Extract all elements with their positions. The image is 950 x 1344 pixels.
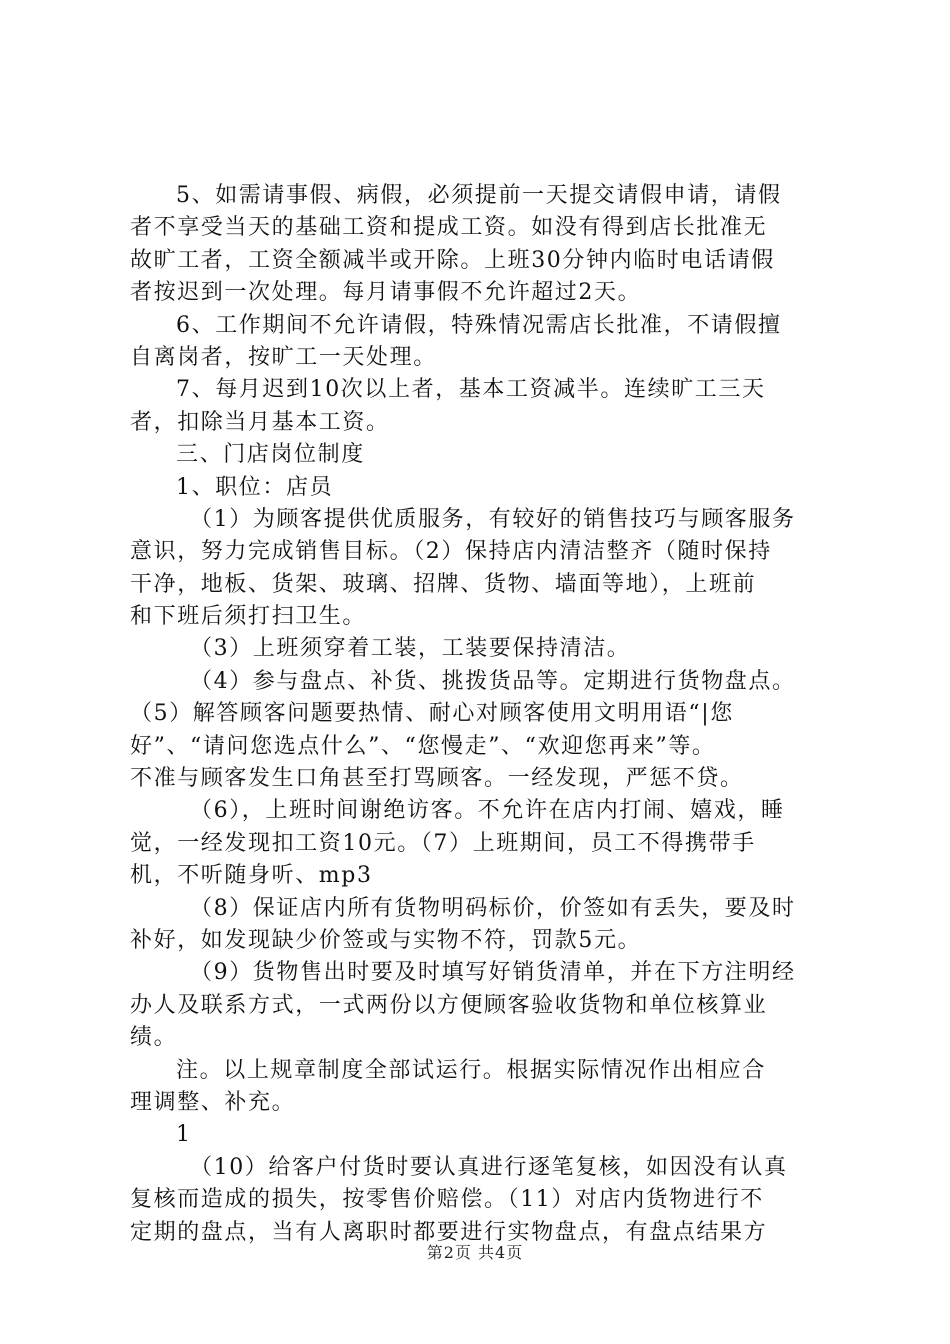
text-line: 复核而造成的损失，按零售价赔偿。（11）对店内货物进行不 [130,1187,764,1213]
text-line: 者，扣除当月基本工资。 [130,409,390,435]
text-line: 1 [176,1122,192,1148]
text-line: 补好，如发现缺少价签或与实物不符，罚款5元。 [130,927,642,953]
text-line: （10）给客户付货时要认真进行逐笔复核，如因没有认真 [190,1154,788,1180]
text-line: （6），上班时间谢绝访客。不允许在店内打闹、嬉戏，睡 [190,798,785,824]
text-line: 注。以上规章制度全部试运行。根据实际情况作出相应合 [176,1057,767,1083]
text-line: （3）上班须穿着工装，工装要保持清洁。 [190,636,631,662]
text-line: 干净，地板、货架、玻璃、招牌、货物、墙面等地），上班前 [130,571,757,597]
text-line: 办人及联系方式，一式两份以方便顾客验收货物和单位核算业 [130,992,768,1018]
text-line: 机，不听随身听、mp3 [130,863,373,889]
text-line: 绩。 [130,1025,178,1051]
text-line: 故旷工者，工资全额减半或开除。上班30分钟内临时电话请假 [130,247,775,273]
text-line: （9）货物售出时要及时填写好销货清单，并在下方注明经 [190,960,796,986]
text-line: 1、职位：店员 [176,474,334,500]
text-line: （5）解答顾客问题要热情、耐心对顾客使用文明用语“|您 [130,701,734,727]
text-line: （4）参与盘点、补货、挑拨货品等。定期进行货物盘点。 [190,668,796,694]
text-line: 好”、“请问您选点什么”、“您慢走”、“欢迎您再来”等。 [130,733,716,759]
text-line: 者不享受当天的基础工资和提成工资。如没有得到店长批准无 [130,215,768,241]
text-line: 自离岗者，按旷工一天处理。 [130,344,437,370]
text-line: 三、门店岗位制度 [176,442,365,468]
text-line: （8）保证店内所有货物明码标价，价签如有丢失，要及时 [190,895,796,921]
text-line: 不准与顾客发生口角甚至打骂顾客。一经发现，严惩不贷。 [130,766,744,792]
page-number-footer: 第2页 共4页 [426,1243,524,1262]
text-line: 7、每月迟到10次以上者，基本工资减半。连续旷工三天 [176,377,766,403]
text-line: 者按迟到一次处理。每月请事假不允许超过2天。 [130,280,642,306]
text-line: 定期的盘点，当有人离职时都要进行实物盘点，有盘点结果方 [130,1219,768,1245]
text-line: 5、如需请事假、病假，必须提前一天提交请假申请，请假 [176,183,782,208]
document-body [130,180,830,1249]
text-line: （1）为顾客提供优质服务，有较好的销售技巧与顾客服务 [190,506,796,532]
text-line: 6、工作期间不允许请假，特殊情况需店长批准，不请假擅 [176,312,782,338]
text-line: 觉，一经发现扣工资10元。（7）上班期间，员工不得携带手 [130,830,756,856]
text-line: 意识，努力完成销售目标。（2）保持店内清洁整齐（随时保持 [130,539,772,565]
text-line: 理调整、补充。 [130,1089,296,1115]
text-line: 和下班后须打扫卫生。 [130,604,367,630]
